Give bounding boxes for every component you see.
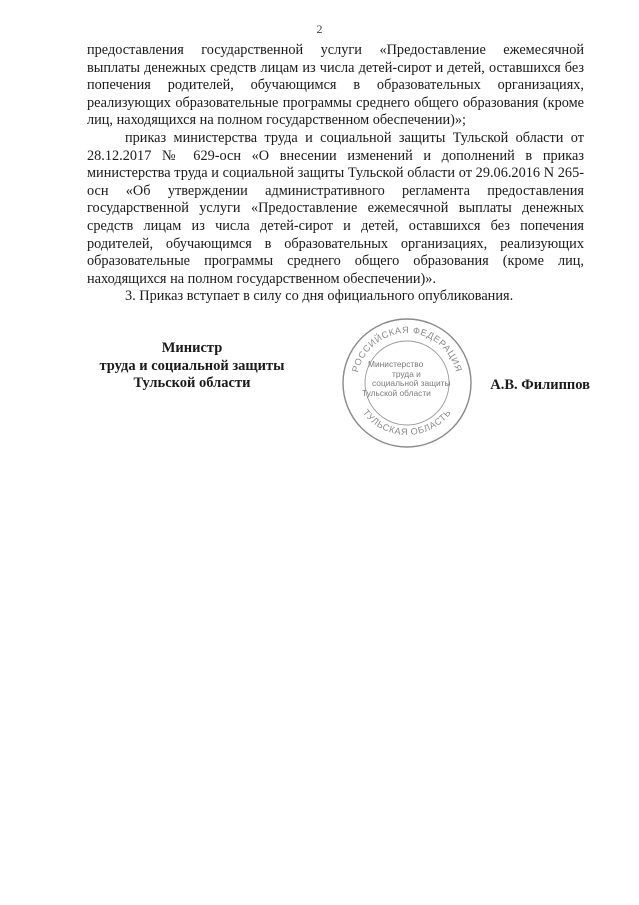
signatory-title-line: труда и социальной защиты (99, 357, 285, 374)
seal-center-text (362, 360, 452, 398)
seal-ring-top-text: РОССИЙСКАЯ ФЕДЕРАЦИЯ (350, 324, 464, 374)
paragraph-continuation: предоставления государственной услуги «Предоставление ежемесячной выплаты денежных средств лицам из числа детей-сирот и детей, оставшихся без попечения родителей, обучающимся в образовательных организациях, реализующих образовательные программы среднего общего образования (кроме лиц, находящихся на полном государственном обеспечении)»; (87, 42, 584, 129)
page-number: 2 (316, 22, 323, 36)
paragraph-effective-clause: 3. Приказ вступает в силу со дня официального опубликования. (125, 288, 514, 305)
official-seal (340, 316, 474, 450)
signatory-name: А.В. Филиппов (490, 377, 590, 393)
seal-center-line: Тульской области (362, 387, 431, 398)
seal-center-line: социальной защиты (372, 378, 451, 389)
signatory-title-line: Тульской области (133, 375, 251, 391)
seal-center-line: Министерство (368, 359, 424, 369)
seal-center-line: труда и (392, 368, 421, 379)
signatory-title (87, 340, 297, 393)
signatory-title-line: Министр (161, 340, 223, 356)
paragraph-order-reference: приказ министерства труда и социальной защиты Тульской области от 28.12.2017 № 629-осн «О внесении изменений и дополнений в приказ министерства труда и социальной защиты Тульской области от 29.06.2016 N 265-осн «Об утверждении административного регламента предоставления государственной услуги «Предоставление ежемесячной выплаты денежных средств лицам из числа детей-сирот и детей, оставшихся без попечения родителей, обучающимся в образовательных организациях, реализующих образовательные программы среднего общего образования (кроме лиц, находящихся на полном государственном обеспечении)». (87, 129, 584, 287)
seal-ring-bottom-text: ТУЛЬСКАЯ ОБЛАСТЬ (360, 407, 454, 438)
document-body (87, 42, 584, 306)
